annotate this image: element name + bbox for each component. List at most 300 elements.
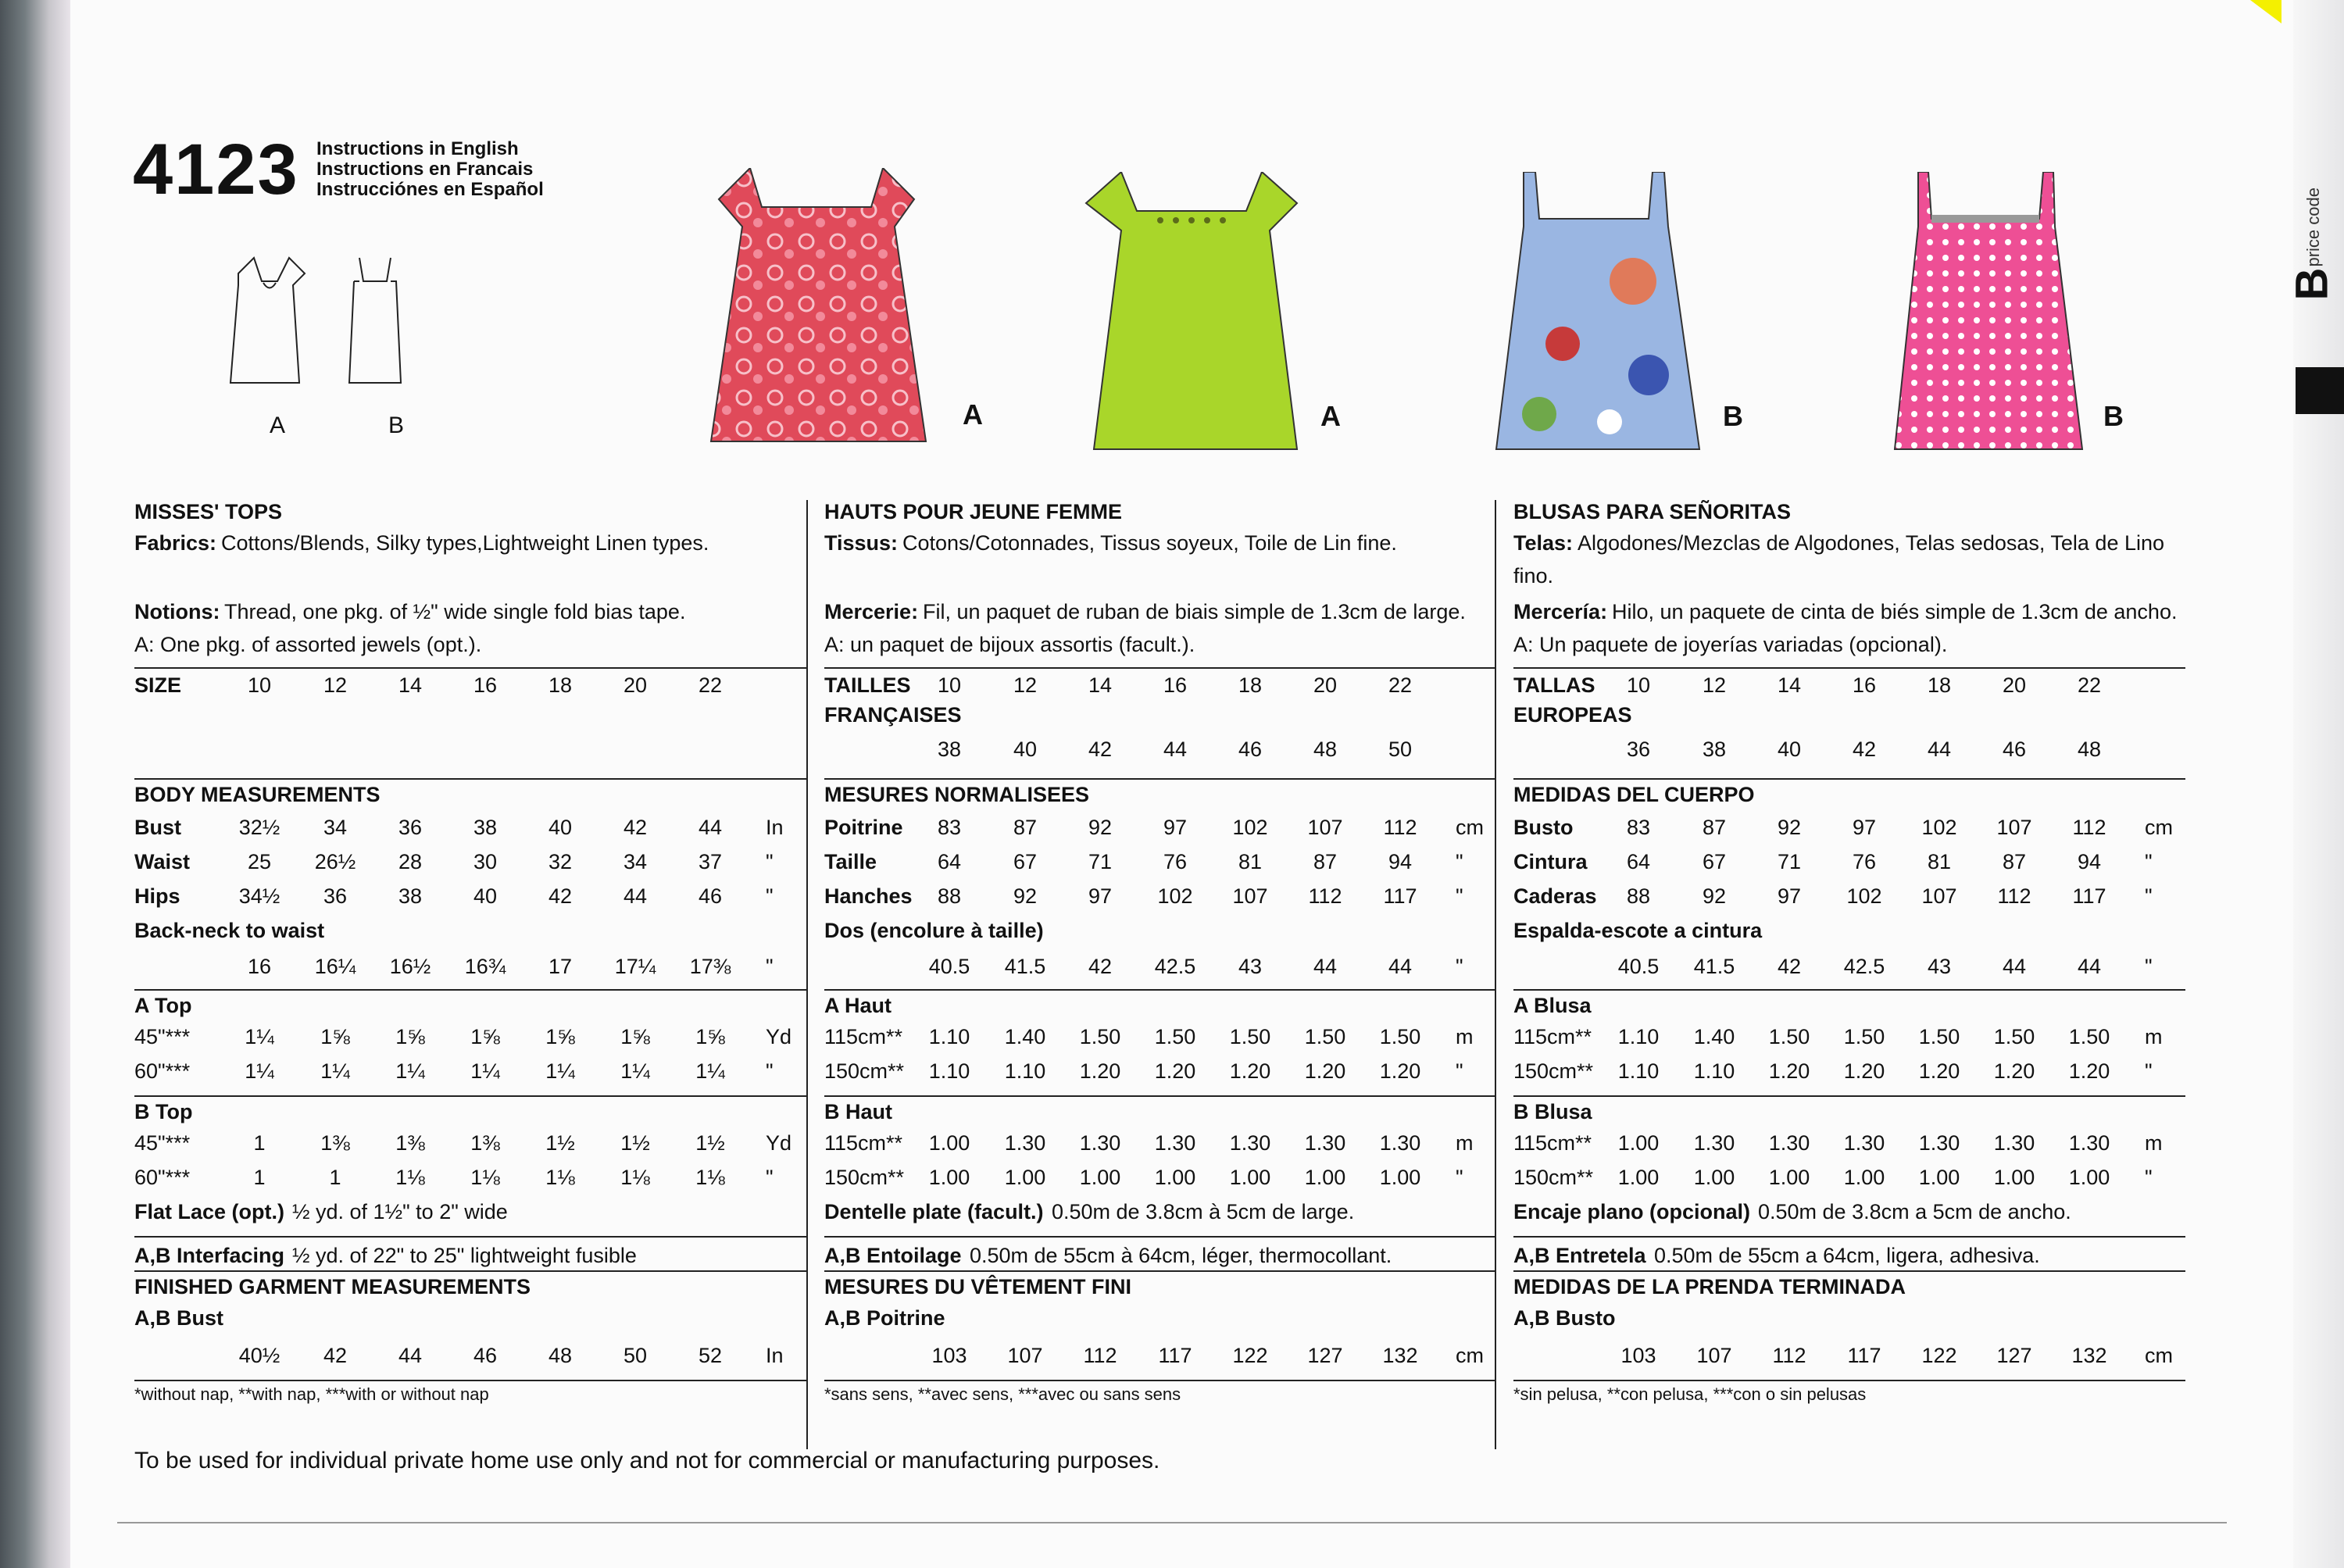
yardage-value: 1.00 bbox=[1229, 1166, 1271, 1189]
interfacing-label: A,B Interfacing bbox=[134, 1244, 285, 1267]
sketch-label-b: B bbox=[388, 413, 405, 438]
measure-value: 40 bbox=[473, 884, 498, 908]
yardage-value: 1.20 bbox=[2068, 1059, 2110, 1083]
measure-label: Busto bbox=[1513, 816, 1574, 839]
yardage-value: 1.50 bbox=[1993, 1025, 2035, 1048]
notions-label: Mercerie: bbox=[824, 600, 919, 623]
back-neck-value: 17⅜ bbox=[689, 955, 731, 978]
size-value: 20 bbox=[1313, 673, 1338, 697]
size-value-2: 42 bbox=[1088, 738, 1113, 761]
view-b-label: B Haut bbox=[824, 1100, 892, 1123]
size-value-2: 38 bbox=[1702, 738, 1727, 761]
yardage-value: 1.10 bbox=[1004, 1059, 1046, 1083]
yardage-value: 1¼ bbox=[245, 1025, 274, 1048]
fabrics-label: Telas: bbox=[1513, 531, 1574, 555]
yardage-label: 45"*** bbox=[134, 1025, 191, 1048]
lang-french: Instructions en Francais bbox=[316, 159, 534, 180]
back-neck-value: 43 bbox=[1927, 955, 1952, 978]
yardage-label: 115cm** bbox=[824, 1131, 903, 1155]
measure-value: 117 bbox=[2072, 884, 2106, 908]
yardage-value: 1.20 bbox=[1154, 1059, 1196, 1083]
view-b-label: B Top bbox=[134, 1100, 193, 1123]
measure-value: 44 bbox=[698, 816, 723, 839]
lace-label: Flat Lace (opt.) bbox=[134, 1200, 285, 1223]
back-neck-label: Espalda-escote a cintura bbox=[1513, 919, 1763, 942]
yardage-value: 1½ bbox=[620, 1131, 650, 1155]
lang-english: Instructions in English bbox=[316, 138, 519, 159]
yardage-unit: m bbox=[2145, 1025, 2163, 1048]
finished-value: 122 bbox=[1232, 1344, 1268, 1367]
yardage-value: 1 bbox=[253, 1166, 266, 1189]
measure-value: 67 bbox=[1702, 850, 1727, 873]
yardage-value: 1⅜ bbox=[470, 1131, 500, 1155]
language-list bbox=[316, 139, 544, 200]
yardage-value: 1.00 bbox=[928, 1131, 970, 1155]
size-value-2: 48 bbox=[2077, 738, 2102, 761]
yardage-unit: " bbox=[766, 1166, 774, 1189]
finished-value: 122 bbox=[1921, 1344, 1957, 1367]
measure-value: 97 bbox=[1777, 884, 1802, 908]
measure-value: 36 bbox=[398, 816, 423, 839]
measure-value: 117 bbox=[1383, 884, 1417, 908]
yardage-value: 1 bbox=[329, 1166, 341, 1189]
fabrics-text: Cotons/Cotonnades, Tissus soyeux, Toile de Lin fine. bbox=[902, 531, 1397, 555]
yardage-value: 1.00 bbox=[1617, 1131, 1660, 1155]
back-neck-value: 16¼ bbox=[314, 955, 356, 978]
finished-value: 40½ bbox=[238, 1344, 280, 1367]
notions-text-2: A: Un paquete de joyerías variadas (opcional). bbox=[1513, 633, 1948, 656]
back-neck-unit: " bbox=[1456, 955, 1463, 978]
measure-unit: " bbox=[766, 884, 774, 908]
back-neck-value: 43 bbox=[1238, 955, 1263, 978]
size-value-2: 40 bbox=[1013, 738, 1038, 761]
yardage-value: 1⅛ bbox=[395, 1166, 425, 1189]
yardage-value: 1.00 bbox=[1079, 1166, 1121, 1189]
yardage-value: 1⅝ bbox=[545, 1025, 575, 1048]
yardage-value: 1.50 bbox=[1079, 1025, 1121, 1048]
measure-label: Hanches bbox=[824, 884, 913, 908]
measure-value: 87 bbox=[1702, 816, 1727, 839]
measure-label: Hips bbox=[134, 884, 180, 908]
measure-value: 32½ bbox=[238, 816, 280, 839]
yardage-value: 1.00 bbox=[1154, 1166, 1196, 1189]
yardage-unit: m bbox=[1456, 1131, 1474, 1155]
yardage-value: 1.00 bbox=[1617, 1166, 1660, 1189]
measure-value: 107 bbox=[1307, 816, 1343, 839]
measure-value: 71 bbox=[1777, 850, 1802, 873]
size-value: 14 bbox=[1777, 673, 1802, 697]
size-value-2: 40 bbox=[1777, 738, 1802, 761]
notions-text: Thread, one pkg. of ½" wide single fold bias tape. bbox=[224, 600, 686, 623]
size-value-2: 46 bbox=[2002, 738, 2027, 761]
measure-value: 42 bbox=[548, 884, 573, 908]
yardage-value: 1.30 bbox=[1768, 1131, 1810, 1155]
yardage-value: 1¼ bbox=[320, 1059, 350, 1083]
size-value: 12 bbox=[323, 673, 348, 697]
yardage-value: 1½ bbox=[695, 1131, 725, 1155]
size-value: 18 bbox=[1238, 673, 1263, 697]
fabrics-label: Tissus: bbox=[824, 531, 899, 555]
measure-value: 67 bbox=[1013, 850, 1038, 873]
finished-value: 42 bbox=[323, 1344, 348, 1367]
size-value: 10 bbox=[937, 673, 962, 697]
size-label-2: FRANÇAISES bbox=[824, 703, 962, 727]
measure-value: 92 bbox=[1088, 816, 1113, 839]
measure-value: 42 bbox=[623, 816, 648, 839]
rule-footnote bbox=[824, 1380, 1496, 1381]
yardage-unit: Yd bbox=[766, 1025, 792, 1048]
measure-value: 44 bbox=[623, 884, 648, 908]
measure-value: 88 bbox=[937, 884, 962, 908]
yardage-value: 1.50 bbox=[1379, 1025, 1421, 1048]
yardage-value: 1¼ bbox=[545, 1059, 575, 1083]
measure-value: 34 bbox=[323, 816, 348, 839]
finished-value: 48 bbox=[548, 1344, 573, 1367]
view-a-label: A Blusa bbox=[1513, 994, 1592, 1017]
measure-unit: " bbox=[1456, 850, 1463, 873]
line-sketch-views bbox=[215, 250, 441, 398]
back-neck-value: 44 bbox=[1388, 955, 1413, 978]
measure-unit: cm bbox=[1456, 816, 1484, 839]
yardage-value: 1⅝ bbox=[620, 1025, 650, 1048]
footnote: *sin pelusa, **con pelusa, ***con o sin pelusas bbox=[1513, 1384, 1867, 1404]
back-neck-value: 16½ bbox=[389, 955, 431, 978]
size-value: 22 bbox=[1388, 673, 1413, 697]
yardage-unit: " bbox=[1456, 1059, 1463, 1083]
finished-unit: cm bbox=[2145, 1344, 2173, 1367]
measure-value: 40 bbox=[548, 816, 573, 839]
measure-value: 102 bbox=[1846, 884, 1882, 908]
rule-interfacing bbox=[824, 1236, 1496, 1238]
finished-unit: In bbox=[766, 1344, 784, 1367]
measure-value: 64 bbox=[1626, 850, 1651, 873]
back-neck-value: 42 bbox=[1088, 955, 1113, 978]
notions-text: Hilo, un paquete de cinta de biés simple de 1.3cm de ancho. bbox=[1612, 600, 2178, 623]
lace-text: 0.50m de 3.8cm à 5cm de large. bbox=[1052, 1200, 1355, 1223]
yardage-value: 1.00 bbox=[1304, 1166, 1346, 1189]
measure-value: 36 bbox=[323, 884, 348, 908]
usage-note: To be used for individual private home use only and not for commercial or manufacturing purposes. bbox=[134, 1448, 1160, 1473]
measure-value: 112 bbox=[1308, 884, 1342, 908]
back-neck-label: Dos (encolure à taille) bbox=[824, 919, 1044, 942]
finished-value: 112 bbox=[1083, 1344, 1117, 1367]
yardage-value: 1¼ bbox=[695, 1059, 725, 1083]
finished-value: 107 bbox=[1007, 1344, 1043, 1367]
yardage-value: 1¼ bbox=[620, 1059, 650, 1083]
back-neck-value: 42.5 bbox=[1154, 955, 1196, 978]
size-label-2: EUROPEAS bbox=[1513, 703, 1632, 727]
measure-value: 107 bbox=[1996, 816, 2032, 839]
interfacing-text: 0.50m de 55cm a 64cm, ligera, adhesiva. bbox=[1654, 1244, 2040, 1267]
yardage-label: 60"*** bbox=[134, 1059, 191, 1083]
rule-footnote bbox=[134, 1380, 806, 1381]
size-value: 14 bbox=[1088, 673, 1113, 697]
yardage-value: 1⅜ bbox=[395, 1131, 425, 1155]
yardage-value: 1.20 bbox=[1229, 1059, 1271, 1083]
lang-spanish: Instrucciónes en Español bbox=[316, 179, 544, 200]
yardage-value: 1¼ bbox=[245, 1059, 274, 1083]
yardage-value: 1.50 bbox=[1229, 1025, 1271, 1048]
measure-value: 37 bbox=[698, 850, 723, 873]
garment-view-a-green bbox=[1074, 172, 1332, 461]
interfacing-label: A,B Entoilage bbox=[824, 1244, 962, 1267]
lace-label: Encaje plano (opcional) bbox=[1513, 1200, 1751, 1223]
yardage-value: 1⅝ bbox=[470, 1025, 500, 1048]
back-neck-value: 42 bbox=[1777, 955, 1802, 978]
yardage-value: 1.50 bbox=[1918, 1025, 1960, 1048]
fabrics-text: Algodones/Mezclas de Algodones, Telas sedosas, Tela de Lino bbox=[1578, 531, 2165, 555]
yardage-value: 1.30 bbox=[2068, 1131, 2110, 1155]
finished-value: 132 bbox=[1382, 1344, 1418, 1367]
yardage-unit: m bbox=[2145, 1131, 2163, 1155]
finished-value: 112 bbox=[1772, 1344, 1806, 1367]
yardage-value: 1.20 bbox=[1079, 1059, 1121, 1083]
yardage-value: 1.20 bbox=[1993, 1059, 2035, 1083]
yardage-label: 150cm** bbox=[824, 1059, 905, 1083]
back-neck-value: 17 bbox=[548, 955, 573, 978]
finished-value: 107 bbox=[1696, 1344, 1732, 1367]
back-neck-value: 41.5 bbox=[1004, 955, 1046, 978]
measure-value: 87 bbox=[2002, 850, 2027, 873]
interfacing-text: ½ yd. of 22" to 25" lightweight fusible bbox=[292, 1244, 637, 1267]
measure-value: 88 bbox=[1626, 884, 1651, 908]
size-value: 22 bbox=[698, 673, 723, 697]
yardage-value: 1.00 bbox=[1993, 1166, 2035, 1189]
size-label: SIZE bbox=[134, 673, 182, 697]
rule-interfacing bbox=[1513, 1236, 2185, 1238]
body-measurements-title: BODY MEASUREMENTS bbox=[134, 783, 381, 806]
rule-body bbox=[824, 778, 1496, 780]
rule-finished bbox=[1513, 1270, 2185, 1272]
price-code: B bbox=[2286, 267, 2338, 301]
finished-unit: cm bbox=[1456, 1344, 1484, 1367]
yardage-value: 1.30 bbox=[1229, 1131, 1271, 1155]
measure-label: Caderas bbox=[1513, 884, 1597, 908]
rule-size bbox=[824, 667, 1496, 669]
yardage-label: 45"*** bbox=[134, 1131, 191, 1155]
measure-value: 112 bbox=[1997, 884, 2031, 908]
rule-a bbox=[134, 989, 806, 991]
yardage-value: 1.00 bbox=[2068, 1166, 2110, 1189]
size-value: 10 bbox=[247, 673, 272, 697]
measure-value: 107 bbox=[1921, 884, 1957, 908]
yardage-value: 1⅛ bbox=[545, 1166, 575, 1189]
size-value: 10 bbox=[1626, 673, 1651, 697]
yardage-value: 1.20 bbox=[1843, 1059, 1885, 1083]
yardage-unit: " bbox=[2145, 1166, 2153, 1189]
finished-value: 103 bbox=[931, 1344, 967, 1367]
yardage-value: 1.10 bbox=[1693, 1059, 1735, 1083]
back-neck-value: 17¼ bbox=[614, 955, 656, 978]
measure-value: 92 bbox=[1777, 816, 1802, 839]
garment-view-b-blue bbox=[1492, 172, 1711, 461]
view-b-label: B Blusa bbox=[1513, 1100, 1592, 1123]
yardage-unit: " bbox=[766, 1059, 774, 1083]
view-a-label: A Top bbox=[134, 994, 192, 1017]
measure-value: 112 bbox=[2072, 816, 2106, 839]
size-value: 12 bbox=[1013, 673, 1038, 697]
corner-mark bbox=[2250, 0, 2281, 23]
yardage-value: 1.30 bbox=[1079, 1131, 1121, 1155]
body-measurements-title: MESURES NORMALISEES bbox=[824, 783, 1090, 806]
back-neck-value: 40.5 bbox=[928, 955, 970, 978]
yardage-value: 1 bbox=[253, 1131, 266, 1155]
notions-text-2: A: One pkg. of assorted jewels (opt.). bbox=[134, 633, 482, 656]
back-neck-value: 16 bbox=[247, 955, 272, 978]
measure-value: 81 bbox=[1238, 850, 1263, 873]
measure-value: 97 bbox=[1163, 816, 1188, 839]
finished-label: A,B Bust bbox=[134, 1306, 223, 1330]
footnote: *sans sens, **avec sens, ***avec ou sans sens bbox=[824, 1384, 1181, 1404]
back-neck-value: 16¾ bbox=[464, 955, 506, 978]
size-value-2: 44 bbox=[1163, 738, 1188, 761]
measure-value: 34 bbox=[623, 850, 648, 873]
rule-body bbox=[134, 778, 806, 780]
measure-value: 64 bbox=[937, 850, 962, 873]
measure-value: 38 bbox=[473, 816, 498, 839]
finished-value: 50 bbox=[623, 1344, 648, 1367]
yardage-value: 1.50 bbox=[2068, 1025, 2110, 1048]
measure-value: 83 bbox=[1626, 816, 1651, 839]
measure-value: 34½ bbox=[238, 884, 280, 908]
rule-finished bbox=[824, 1270, 1496, 1272]
yardage-value: 1.30 bbox=[1379, 1131, 1421, 1155]
section-title: HAUTS POUR JEUNE FEMME bbox=[824, 500, 1123, 523]
back-neck-value: 44 bbox=[1313, 955, 1338, 978]
finished-value: 127 bbox=[1307, 1344, 1343, 1367]
back-neck-value: 41.5 bbox=[1693, 955, 1735, 978]
size-value-2: 48 bbox=[1313, 738, 1338, 761]
size-value: 20 bbox=[623, 673, 648, 697]
measure-value: 30 bbox=[473, 850, 498, 873]
yardage-value: 1.10 bbox=[1617, 1025, 1660, 1048]
yardage-value: 1.20 bbox=[1304, 1059, 1346, 1083]
yardage-value: 1.30 bbox=[1693, 1131, 1735, 1155]
measure-value: 97 bbox=[1088, 884, 1113, 908]
view-label-b-1: B bbox=[1723, 400, 1743, 432]
yardage-value: 1.30 bbox=[1843, 1131, 1885, 1155]
yardage-value: 1.30 bbox=[1004, 1131, 1046, 1155]
measure-value: 32 bbox=[548, 850, 573, 873]
garment-view-a-red bbox=[703, 168, 961, 457]
size-value-2: 42 bbox=[1852, 738, 1877, 761]
rule-b bbox=[824, 1095, 1496, 1097]
yardage-value: 1.00 bbox=[928, 1166, 970, 1189]
yardage-value: 1.00 bbox=[1918, 1166, 1960, 1189]
size-value-2: 46 bbox=[1238, 738, 1263, 761]
yardage-value: 1.00 bbox=[1843, 1166, 1885, 1189]
size-value: 12 bbox=[1702, 673, 1727, 697]
finished-value: 103 bbox=[1620, 1344, 1656, 1367]
size-value-2: 44 bbox=[1927, 738, 1952, 761]
measure-value: 92 bbox=[1702, 884, 1727, 908]
measure-value: 28 bbox=[398, 850, 423, 873]
yardage-value: 1.30 bbox=[1993, 1131, 2035, 1155]
measure-value: 94 bbox=[2077, 850, 2102, 873]
column-divider-2 bbox=[1495, 500, 1496, 1449]
yardage-value: 1¼ bbox=[470, 1059, 500, 1083]
yardage-unit: " bbox=[2145, 1059, 2153, 1083]
fabrics-text-cont: fino. bbox=[1513, 564, 1554, 588]
measure-value: 26½ bbox=[314, 850, 356, 873]
yardage-value: 1.50 bbox=[1843, 1025, 1885, 1048]
measure-unit: " bbox=[766, 850, 774, 873]
yardage-value: 1.10 bbox=[928, 1059, 970, 1083]
yardage-value: 1.40 bbox=[1004, 1025, 1046, 1048]
back-neck-value: 42.5 bbox=[1843, 955, 1885, 978]
view-label-a-2: A bbox=[1320, 400, 1341, 432]
yardage-label: 150cm** bbox=[1513, 1166, 1594, 1189]
finished-value: 117 bbox=[1847, 1344, 1881, 1367]
size-value: 16 bbox=[1852, 673, 1877, 697]
measure-unit: " bbox=[2145, 850, 2153, 873]
measure-value: 87 bbox=[1013, 816, 1038, 839]
finished-title: MEDIDAS DE LA PRENDA TERMINADA bbox=[1513, 1275, 1906, 1298]
yardage-label: 60"*** bbox=[134, 1166, 191, 1189]
measure-value: 76 bbox=[1852, 850, 1877, 873]
yardage-value: 1.00 bbox=[1693, 1166, 1735, 1189]
yardage-label: 115cm** bbox=[1513, 1025, 1592, 1048]
measure-value: 81 bbox=[1927, 850, 1952, 873]
size-value: 16 bbox=[1163, 673, 1188, 697]
measure-value: 102 bbox=[1157, 884, 1193, 908]
back-neck-value: 44 bbox=[2077, 955, 2102, 978]
fabrics-text: Cottons/Blends, Silky types,Lightweight Linen types. bbox=[221, 531, 709, 555]
measure-value: 38 bbox=[398, 884, 423, 908]
yardage-value: 1.30 bbox=[1918, 1131, 1960, 1155]
side-black-block bbox=[2296, 367, 2344, 414]
yardage-value: 1⅜ bbox=[320, 1131, 350, 1155]
bottom-rule bbox=[117, 1522, 2227, 1523]
rule-a bbox=[824, 989, 1496, 991]
yardage-value: 1⅝ bbox=[320, 1025, 350, 1048]
size-value-2: 50 bbox=[1388, 738, 1413, 761]
size-label: TALLAS bbox=[1513, 673, 1595, 697]
yardage-value: 1½ bbox=[545, 1131, 575, 1155]
interfacing-label: A,B Entretela bbox=[1513, 1244, 1646, 1267]
lace-text: ½ yd. of 1½" to 2" wide bbox=[292, 1200, 508, 1223]
back-neck-value: 40.5 bbox=[1617, 955, 1660, 978]
measure-value: 87 bbox=[1313, 850, 1338, 873]
size-value: 14 bbox=[398, 673, 423, 697]
measure-value: 97 bbox=[1852, 816, 1877, 839]
notions-text: Fil, un paquet de ruban de biais simple de 1.3cm de large. bbox=[923, 600, 1466, 623]
pattern-number: 4123 bbox=[133, 130, 299, 209]
measure-unit: " bbox=[1456, 884, 1463, 908]
size-label: TAILLES bbox=[824, 673, 911, 697]
size-value: 22 bbox=[2077, 673, 2102, 697]
size-value: 18 bbox=[1927, 673, 1952, 697]
yardage-value: 1⅛ bbox=[470, 1166, 500, 1189]
measure-value: 71 bbox=[1088, 850, 1113, 873]
size-value-2: 38 bbox=[937, 738, 962, 761]
measure-label: Cintura bbox=[1513, 850, 1588, 873]
rule-size bbox=[1513, 667, 2185, 669]
yardage-label: 150cm** bbox=[824, 1166, 905, 1189]
yardage-value: 1⅛ bbox=[695, 1166, 725, 1189]
finished-value: 117 bbox=[1158, 1344, 1192, 1367]
body-measurements-title: MEDIDAS DEL CUERPO bbox=[1513, 783, 1755, 806]
finished-label: A,B Poitrine bbox=[824, 1306, 945, 1330]
yardage-unit: m bbox=[1456, 1025, 1474, 1048]
yardage-value: 1⅛ bbox=[620, 1166, 650, 1189]
yardage-value: 1.10 bbox=[1617, 1059, 1660, 1083]
rule-footnote bbox=[1513, 1380, 2185, 1381]
back-neck-label: Back-neck to waist bbox=[134, 919, 325, 942]
view-a-label: A Haut bbox=[824, 994, 892, 1017]
measure-unit: cm bbox=[2145, 816, 2173, 839]
interfacing-text: 0.50m de 55cm à 64cm, léger, thermocollant. bbox=[970, 1244, 1392, 1267]
